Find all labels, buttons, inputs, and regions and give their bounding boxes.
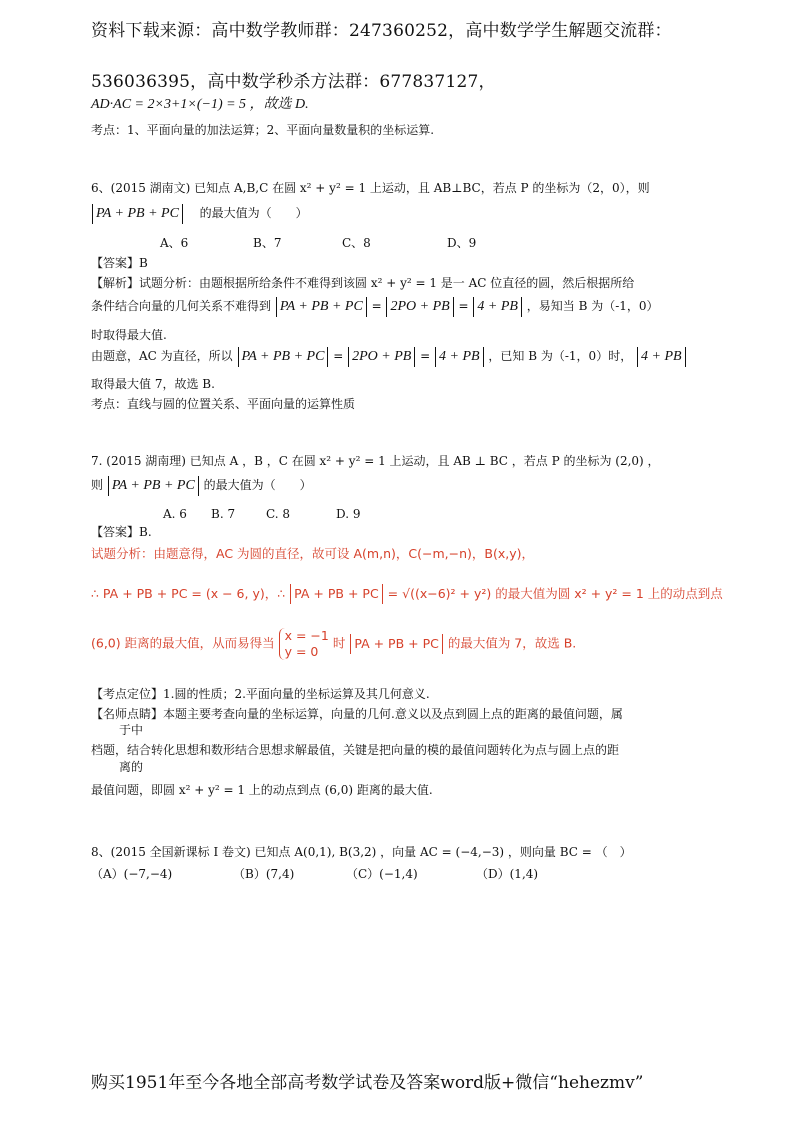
q7-red-abs: PA + PB + PC xyxy=(290,584,383,604)
q6-analysis-text: ，已知 B 为（-1，0）时， xyxy=(488,349,633,363)
q6-answer: 【答案】B xyxy=(91,256,148,270)
q7-abs-expression: PA + PB + PC xyxy=(108,476,199,496)
q6-abs-4-pb: 4 + PB xyxy=(473,297,522,317)
q6-option-b: B、7 xyxy=(253,236,282,250)
q7-mingshi-line-3: 档题，结合转化思想和数形结合思想求解最值，关键是把向量的模的最值问题转化为点与圆上点的距 xyxy=(91,743,620,757)
q7-red-system-eq1: x = −1 xyxy=(284,628,329,643)
q7-mingshi-line-5: 最值问题，即圆 x² + y² = 1 上的动点到点 (6,0) 距离的最大值. xyxy=(91,783,433,797)
q6-abs-4-pb: 4 + PB xyxy=(637,347,686,367)
q7-answer: 【答案】B. xyxy=(91,525,152,539)
q6-analysis-line-2: 条件结合向量的几何关系不难得到 PA + PB + PC = 2PO + PB = 4 + PB ，易知当 B 为（-1，0） xyxy=(91,297,659,317)
q6-abs-4-pb: 4 + PB xyxy=(435,347,484,367)
q7-red-text: 时 xyxy=(332,635,346,651)
q6-abs-2po-pb: 2PO + PB xyxy=(386,297,453,317)
q7-option-a: A. 6 xyxy=(163,507,187,521)
q8-option-d: （D）(1,4) xyxy=(476,867,539,881)
q6-analysis-line-3: 时取得最大值. xyxy=(91,328,167,342)
q6-analysis-text: 由题意，AC 为直径，所以 xyxy=(91,349,233,363)
q7-stem-line-1: 7. (2015 湖南理) 已知点 A ，B ，C 在圆 x² + y² = 1 上运动，且 AB ⊥ BC ，若点 P 的坐标为 (2,0) ， xyxy=(91,454,660,468)
q8-option-a: （A）(−7,−4) xyxy=(91,867,173,881)
q6-option-c: C、8 xyxy=(342,236,371,250)
q7-option-b: B. 7 xyxy=(211,507,236,521)
q7-red-text: ∴ PA + PB + PC = (x − 6, y)，∴ xyxy=(91,586,286,601)
q6-analysis-text: ，易知当 B 为（-1，0） xyxy=(526,299,659,313)
previous-kaodian: 考点：1、平面向量的加法运算；2、平面向量数量积的坐标运算. xyxy=(91,123,435,137)
q8-stem: 8、(2015 全国新课标 I 卷文) 已知点 A(0,1), B(3,2) ，向量 AC = (−4,−3) ，则向量 BC = （ ） xyxy=(91,845,632,859)
q6-abs-2po-pb: 2PO + PB xyxy=(348,347,415,367)
q7-stem-tail: 的最大值为（ ） xyxy=(203,478,312,492)
q6-option-d: D、9 xyxy=(447,236,477,250)
previous-answer-formula: AD·AC = 2×3+1×(−1) = 5 ，故选 D. xyxy=(91,97,309,112)
header-line-2: 536036395，高中数学秒杀方法群：677837127， xyxy=(91,72,496,92)
q6-abs-expression: PA + PB + PC xyxy=(92,204,183,224)
q7-stem-text: 则 xyxy=(91,478,104,492)
q6-abs-expression: PA + PB + PC xyxy=(276,297,367,317)
q6-kaodian: 考点：直线与圆的位置关系、平面向量的运算性质 xyxy=(91,397,356,411)
q7-red-text: 的最大值为 7，故选 B. xyxy=(447,635,577,651)
q7-mingshi-line-1: 【名师点睛】本题主要考查向量的坐标运算，向量的几何.意义以及点到圆上点的距离的最值问题，属 xyxy=(91,707,623,721)
q7-red-text: (6,0) 距离的最大值，从而易得当 xyxy=(91,635,275,651)
footer-ad: 购买1951年至今各地全部高考数学试卷及答案word版+微信“hehezmv” xyxy=(91,1073,644,1093)
q6-stem-line-1: 6、(2015 湖南文) 已知点 A,B,C 在圆 x² + y² = 1 上运动，且 AB⊥BC，若点 P 的坐标为（2，0），则 xyxy=(91,181,650,195)
q7-mingshi-line-2: 于中 xyxy=(119,723,144,737)
q6-stem-line-2 xyxy=(91,204,308,224)
q7-red-analysis-line-2 xyxy=(91,584,723,604)
q7-option-c: C. 8 xyxy=(266,507,291,521)
header-line-1: 资料下载来源：高中数学教师群：247360252，高中数学学生解题交流群： xyxy=(91,21,672,41)
q6-analysis-line-4: 由题意，AC 为直径，所以 PA + PB + PC = 2PO + PB = 4 + PB ，已知 B 为（-1，0）时， 4 + PB xyxy=(91,347,687,367)
q7-red-analysis-line-3 xyxy=(91,628,576,660)
q6-analysis-line-1: 【解析】试题分析：由题根据所给条件不难得到该圆 x² + y² = 1 是一 AC 位直径的圆，然后根据所给 xyxy=(91,276,635,290)
q7-red-abs: PA + PB + PC xyxy=(350,634,443,654)
q6-analysis-text: 条件结合向量的几何关系不难得到 xyxy=(91,299,272,313)
q7-red-system-eq2: y = 0 xyxy=(284,644,319,659)
q6-abs-expression: PA + PB + PC xyxy=(238,347,329,367)
q8-option-b: （B）(7,4) xyxy=(233,867,295,881)
q7-mingshi-line-4: 离的 xyxy=(119,760,144,774)
q7-stem-line-2 xyxy=(91,476,312,496)
q8-option-c: （C）(−1,4) xyxy=(346,867,418,881)
q6-stem-tail: 的最大值为（ ） xyxy=(199,206,308,220)
q7-red-analysis-line-1: 试题分析：由题意得，AC 为圆的直径，故可设 A(m,n)，C(−m,−n)，B(x,y)， xyxy=(91,546,534,561)
q6-option-a: A、6 xyxy=(160,236,189,250)
q6-analysis-line-5: 取得最大值 7，故选 B. xyxy=(91,377,215,391)
q7-red-text: = √((x−6)² + y²) 的最大值为圆 x² + y² = 1 上的动点到点 xyxy=(387,586,723,601)
q7-option-d: D. 9 xyxy=(336,507,361,521)
q7-red-system xyxy=(279,628,329,660)
q7-kaodian: 【考点定位】1.圆的性质；2.平面向量的坐标运算及其几何意义. xyxy=(91,687,430,701)
